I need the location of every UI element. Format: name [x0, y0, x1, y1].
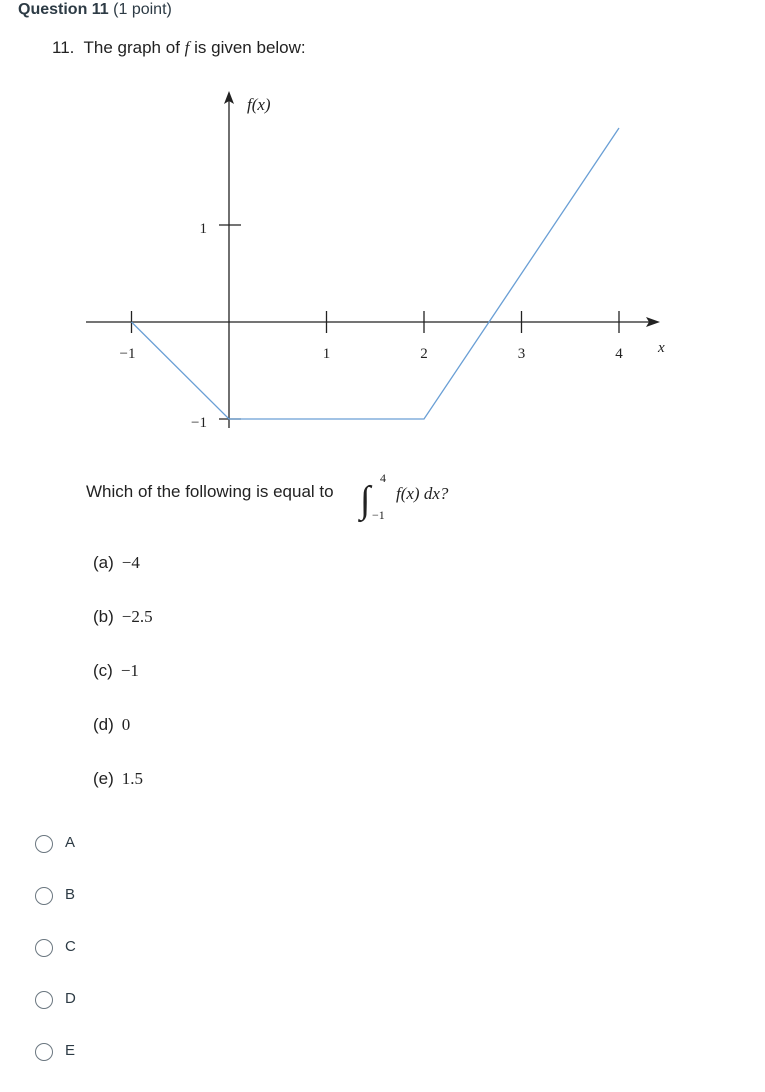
radio-button-e[interactable]: [35, 1043, 53, 1061]
choice-label: (b): [93, 607, 114, 626]
choice-label: (d): [93, 715, 114, 734]
choice-value: −1: [121, 661, 139, 680]
integral-expression: [358, 468, 478, 523]
choice-label: (c): [93, 661, 113, 680]
choice-value: −4: [122, 553, 140, 572]
x-tick-label: −1: [120, 346, 136, 362]
function-symbol: f: [185, 38, 190, 57]
answer-choices: [93, 548, 153, 818]
option-label-b[interactable]: B: [65, 884, 75, 906]
option-label-a[interactable]: A: [65, 832, 75, 854]
choice-c: [93, 656, 153, 710]
x-tick-label: 1: [323, 346, 331, 362]
x-tick-label: 2: [420, 346, 428, 362]
problem-text-after: is given below:: [194, 38, 306, 57]
option-c[interactable]: [35, 936, 76, 988]
x-axis-label: x: [657, 340, 665, 356]
integral-upper-limit: 4: [380, 471, 386, 485]
answer-options: [35, 832, 76, 1092]
axis-tick-labels: [120, 221, 624, 431]
integral-lower-limit: −1: [372, 508, 385, 522]
question-number: Question 11: [18, 1, 109, 18]
y-axis-label: f(x): [247, 95, 271, 114]
integral-sign: ∫: [358, 479, 373, 523]
y-tick-label: 1: [200, 221, 208, 237]
choice-d: [93, 710, 153, 764]
radio-button-d[interactable]: [35, 991, 53, 1009]
x-tick-label: 4: [615, 346, 623, 362]
series-line: [132, 128, 620, 419]
option-label-d[interactable]: D: [65, 988, 76, 1010]
choice-value: −2.5: [122, 607, 153, 626]
option-b[interactable]: [35, 884, 76, 936]
x-tick-label: 3: [518, 346, 526, 362]
radio-button-b[interactable]: [35, 887, 53, 905]
option-a[interactable]: [35, 832, 76, 884]
problem-text-before: The graph of: [84, 38, 180, 57]
option-label-c[interactable]: C: [65, 936, 76, 958]
option-e[interactable]: [35, 1040, 76, 1092]
axis-ticks: [131, 128, 619, 419]
choice-a: [93, 548, 153, 602]
choice-value: 1.5: [122, 769, 143, 788]
problem-number: 11.: [52, 38, 74, 57]
integrand: f(x) dx?: [396, 484, 449, 503]
question-points: (1 point): [113, 1, 172, 18]
option-label-e[interactable]: E: [65, 1040, 75, 1062]
question-prompt: Which of the following is equal to: [86, 482, 334, 502]
y-tick-label: −1: [191, 415, 207, 431]
choice-value: 0: [122, 715, 131, 734]
radio-button-a[interactable]: [35, 835, 53, 853]
option-d[interactable]: [35, 988, 76, 1040]
choice-label: (e): [93, 769, 114, 788]
radio-button-c[interactable]: [35, 939, 53, 957]
function-graph: [0, 0, 765, 470]
choice-b: [93, 602, 153, 656]
choice-label: (a): [93, 553, 114, 572]
choice-e: [93, 764, 153, 818]
